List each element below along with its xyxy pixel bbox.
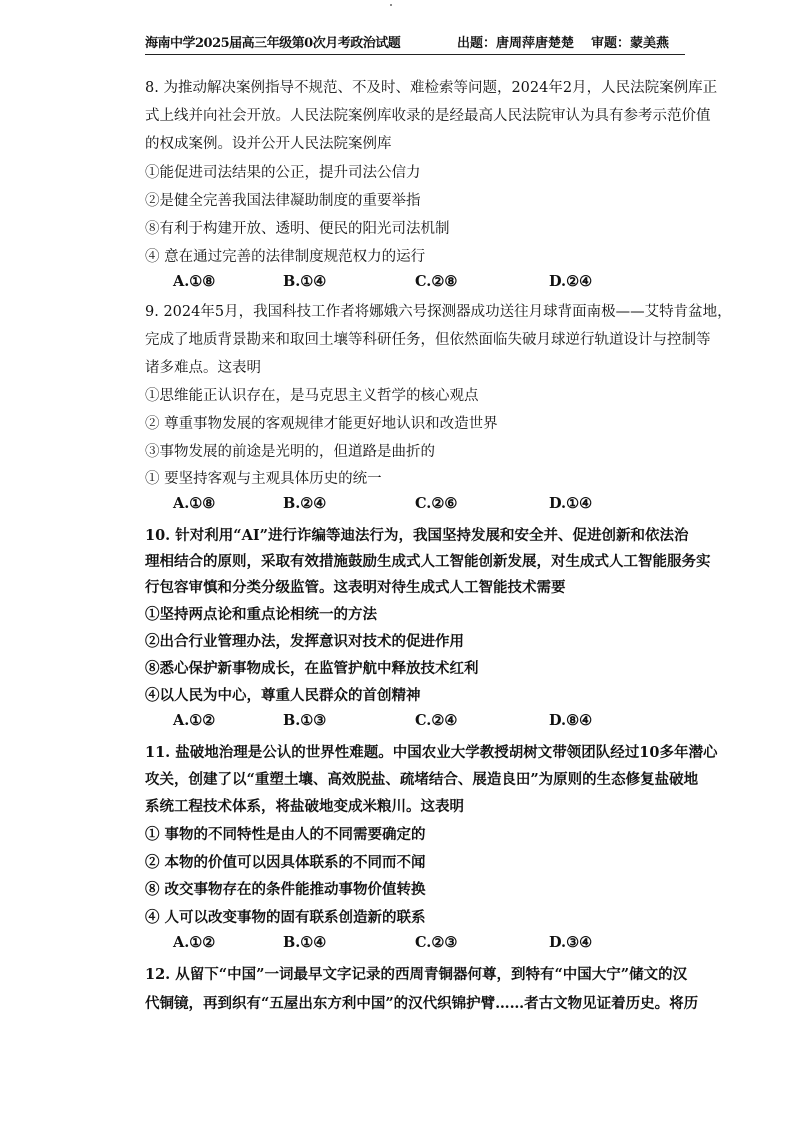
statement-4: ④以人民为中心，尊重人民群众的首创精神 — [145, 687, 421, 704]
choice-d: D.③④ — [549, 934, 593, 951]
exam-author: 出题：唐周萍唐楚楚 — [457, 36, 575, 51]
statement-1: ①思维能正认识存在，是马克思主义哲学的核心观点 — [145, 388, 479, 404]
statement-2: ②出合行业管理办法，发挥意识对技术的促进作用 — [145, 633, 464, 650]
statement-4: ④ 人可以改变事物的固有联系创造新的联系 — [145, 909, 426, 926]
choice-d: D.⑧④ — [549, 712, 593, 729]
choice-b: B.②④ — [283, 495, 327, 512]
choice-a: A.①⑧ — [173, 273, 216, 290]
question-stem-line: 攻关，创建了以“重塑土壤、高效脱盐、疏堵结合、展造良田”为原则的生态修复盐破地 — [145, 771, 699, 788]
question-stem-line: 系统工程技术体系，将盐破地变成米粮川。这表明 — [145, 798, 464, 815]
choice-d: D.②④ — [549, 273, 593, 290]
statement-1: ①能促进司法结果的公正，提升司法公信力 — [145, 165, 421, 181]
statement-2: ② 本物的价值可以因具体联系的不同而不闻 — [145, 854, 426, 871]
scan-speck — [390, 4, 392, 6]
choice-a: A.①⑧ — [173, 495, 216, 512]
statement-4: ④ 意在通过完善的法律制度规范权力的运行 — [145, 249, 426, 265]
choice-d: D.①④ — [549, 495, 593, 512]
question-stem-line: 8. 为推动解决案例指导不规范、不及时、难检索等问题，2024年2月，人民法院案例库正 — [145, 80, 718, 96]
question-stem-line: 的权成案例。设并公开人民法院案例库 — [145, 136, 392, 152]
choice-c: C.②③ — [415, 934, 458, 951]
question-stem-line: 理相结合的原则，采取有效措施鼓励生成式人工智能创新发展，对生成式人工智能服务实 — [145, 553, 711, 570]
exam-title: 海南中学2025届高三年级第0次月考政治试题 — [145, 36, 401, 51]
question-stem-line: 11. 盐破地治理是公认的世界性难题。中国农业大学教授胡树文带领团队经过10多年潜心 — [145, 744, 718, 761]
question-stem-line: 9. 2024年5月，我国科技工作者将娜娥六号探测器成功送往月球背面南极——艾特肯盆地， — [145, 304, 732, 320]
choice-a: A.①② — [173, 934, 216, 951]
statement-3: ③事物发展的前途是光明的，但道路是曲折的 — [145, 444, 435, 460]
question-stem-line: 代铜镜，再到织有“五屋出东方利中国”的汉代织锦护臂……者古文物见证着历史。将历 — [145, 995, 699, 1012]
choice-c: C.②⑥ — [415, 495, 458, 512]
exam-reviewer: 审题：蒙美燕 — [591, 36, 670, 51]
choice-a: A.①② — [173, 712, 216, 729]
choice-b: B.①③ — [283, 712, 327, 729]
statement-3: ⑧ 改交事物存在的条件能推动事物价值转换 — [145, 881, 426, 898]
statement-4: ① 要坚持客观与主观具体历史的统一 — [145, 471, 382, 487]
question-stem-line: 完成了地质背景勘来和取回土壤等科研任务，但依然面临失破月球逆行轨道设计与控制等 — [145, 332, 711, 348]
statement-2: ② 尊重事物发展的客观规律才能更好地认识和改造世界 — [145, 416, 498, 432]
statement-1: ① 事物的不同特性是由人的不同需要确定的 — [145, 826, 426, 843]
statement-1: ①坚持两点论和重点论相统一的方法 — [145, 606, 377, 623]
choice-b: B.①④ — [283, 934, 327, 951]
question-stem-line: 行包容审慎和分类分级监管。这表明对待生成式人工智能技术需要 — [145, 579, 566, 596]
choice-c: C.②④ — [415, 712, 458, 729]
choice-c: C.②⑧ — [415, 273, 458, 290]
statement-2: ②是健全完善我国法律凝助制度的重要举指 — [145, 193, 421, 209]
page-header — [145, 32, 685, 55]
choice-b: B.①④ — [283, 273, 327, 290]
statement-3: ⑧有利于构建开放、透明、便民的阳光司法机制 — [145, 221, 450, 237]
question-stem-line: 诸多难点。这表明 — [145, 360, 261, 376]
statement-3: ⑧悉心保护新事物成长，在监管护航中释放技术红利 — [145, 660, 479, 677]
question-stem-line: 12. 从留下“中国”一词最早文字记录的西周青铜器何尊，到特有“中国大宁”储文的汉 — [145, 966, 688, 983]
question-stem-line: 10. 针对利用“AI”进行诈编等迪法行为，我国坚持发展和安全并、促进创新和依法治 — [145, 527, 689, 544]
question-stem-line: 式上线并向社会开放。人民法院案例库收录的是经最高人民法院审认为具有参考示范价值 — [145, 108, 711, 124]
